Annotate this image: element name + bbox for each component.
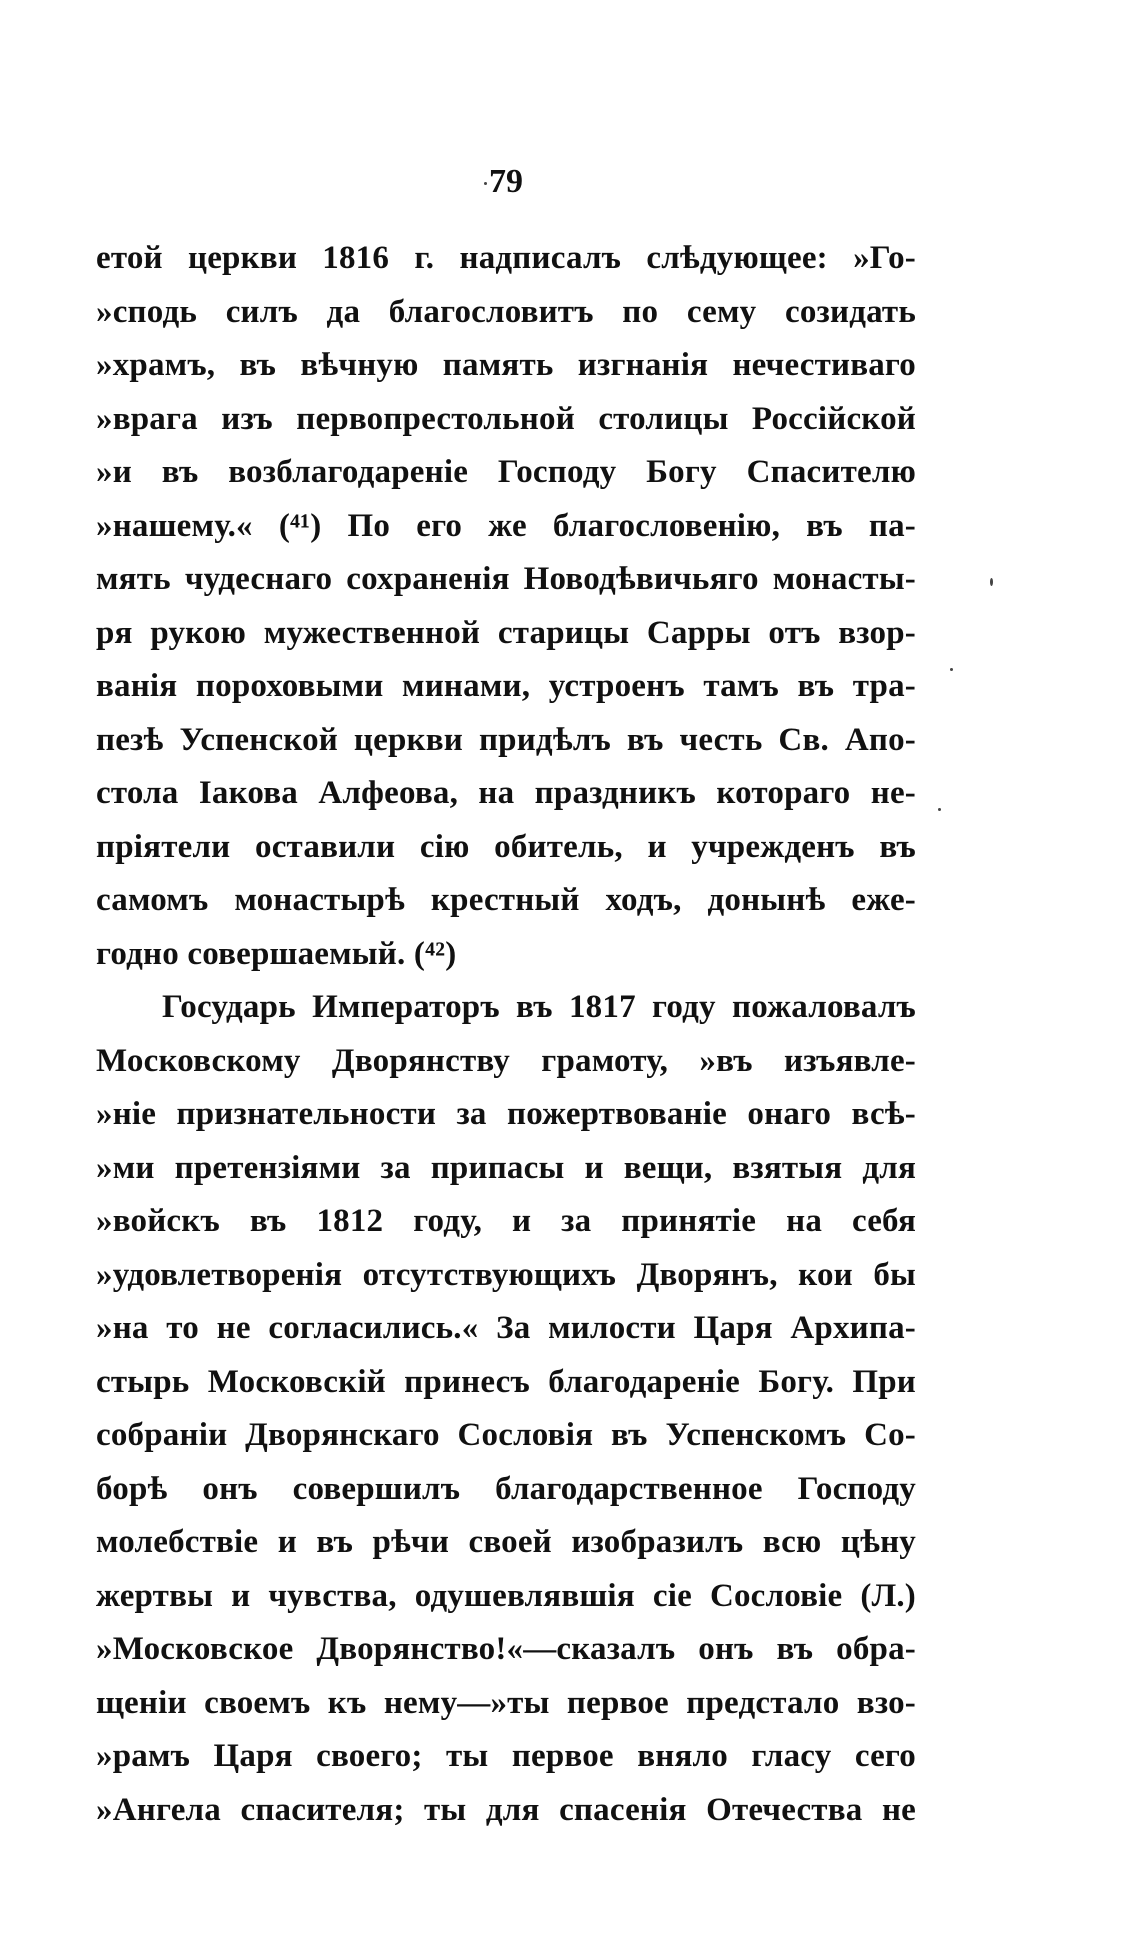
text-line: стола Іакова Алфеова, на праздникъ котораго не- [96, 775, 916, 811]
text-line: ря рукою мужественной старицы Сарры отъ взор- [96, 614, 916, 651]
text-line: собраніи Дворянскаго Сословія въ Успенскомъ Со- [96, 1417, 916, 1453]
text-line: »на то не согласились.« За милости Царя Архипа- [96, 1310, 916, 1346]
text-line: »нашему.« (⁴¹) По его же благословенію, въ па- [96, 507, 916, 544]
text-line: борѣ онъ совершилъ благодарственное Господу [96, 1470, 916, 1507]
text-line: годно совершаемый. (⁴²) [96, 935, 457, 972]
text-line: стырь Московскій принесъ благодареніе Богу. При [96, 1363, 916, 1400]
text-line: ванія пороховыми минами, устроенъ тамъ въ тра- [96, 668, 916, 704]
text-line: »Ангела спасителя; ты для спасенія Отечества не [96, 1791, 916, 1828]
text-line: етой церкви 1816 г. надписалъ слѣдующее: »Го- [96, 240, 916, 276]
text-line: щеніи своемъ къ нему—»ты первое предстало взо- [96, 1684, 916, 1721]
scan-speck [938, 808, 941, 811]
text-line: самомъ монастырѣ крестный ходъ, донынѣ еже- [96, 882, 916, 918]
scan-speck [484, 182, 487, 185]
text-line: пезѣ Успенской церкви придѣлъ въ честь Св. Апо- [96, 721, 916, 758]
text-line: пріятели оставили сію обитель, и учрежденъ въ [96, 828, 916, 865]
text-line: Московскому Дворянству грамоту, »въ изъявле- [96, 1042, 916, 1079]
text-line: »Московское Дворянство!«—сказалъ онъ въ обра- [96, 1631, 916, 1667]
text-line: »ніе признательности за пожертвованіе онаго всѣ- [96, 1096, 916, 1132]
text-line: мять чудеснаго сохраненія Новодѣвичьяго монасты- [96, 561, 916, 597]
text-line: жертвы и чувства, одушевлявшія сіе Сословіе (Л.) [96, 1577, 916, 1614]
body-text [96, 232, 916, 1837]
text-line: молебствіе и въ рѣчи своей изобразилъ всю цѣну [96, 1524, 916, 1560]
text-line: »войскъ въ 1812 году, и за принятіе на себя [96, 1203, 916, 1239]
page-number: 79 [489, 163, 523, 200]
text-line: »врага изъ первопрестольной столицы Россійской [96, 400, 916, 437]
text-line: »ми претензіями за припасы и вещи, взятыя для [96, 1149, 916, 1186]
scan-speck [990, 578, 993, 586]
text-line: »сподь силъ да благословитъ по сему созидать [96, 293, 916, 330]
paragraph-start-line: Государь Императоръ въ 1817 году пожаловалъ [162, 989, 916, 1025]
scan-speck [950, 668, 953, 671]
text-line: »рамъ Царя своего; ты первое вняло гласу сего [96, 1738, 916, 1774]
text-line: »храмъ, въ вѣчную память изгнанія нечестиваго [96, 347, 916, 383]
text-line: »и въ возблагодареніе Господу Богу Спасителю [96, 454, 916, 490]
text-line: »удовлетворенія отсутствующихъ Дворянъ, кои бы [96, 1256, 916, 1293]
